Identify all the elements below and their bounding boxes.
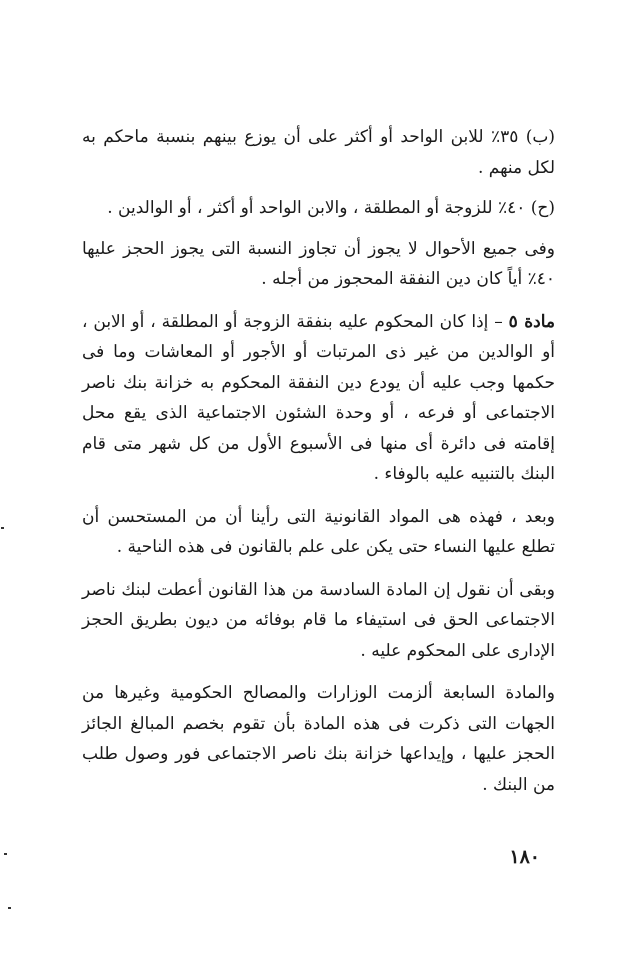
page-number: ١٨٠ <box>509 846 540 868</box>
scan-speck <box>8 907 11 909</box>
article-5-label: مادة ٥ <box>508 311 555 332</box>
paragraph-clause-b: (ب) ٣٥٪ للابن الواحد أو أكثر على أن يوزع بينهم بنسبة ماحكم به لكل منهم . <box>82 127 555 178</box>
paragraph-general-limit: وفى جميع الأحوال لا يجوز أن تجاوز النسبة التى يجوز الحجز عليها ٤٠٪ أياً كان دين النفقة المحجوز من أجله . <box>82 238 555 289</box>
scan-speck <box>4 853 7 855</box>
scan-speck <box>1 527 4 529</box>
paragraph-clause-h: (ح) ٤٠٪ للزوجة أو المطلقة ، والابن الواحد أو أكثر ، أو الوالدين . <box>107 198 555 218</box>
paragraph-conclusion: وبعد ، فهذه هى المواد القانونية التى رأينا أن من المستحسن أن تطلع عليها النساء حتى يكن على علم بالقانون فى هذه الناحية . <box>82 506 555 557</box>
paragraph-article-6: وبقى أن نقول إن المادة السادسة من هذا القانون أعطت لبنك ناصر الاجتماعى الحق فى استيفاء ما قام بوفائه من ديون بطريق الحجز الإدارى على المحكوم عليه . <box>82 579 555 661</box>
paragraph-article-5 <box>82 307 555 490</box>
paragraph-article-7: والمادة السابعة ألزمت الوزارات والمصالح الحكومية وغيرها من الجهات التى ذكرت فى هذه المادة بأن تقوم بخصم المبالغ الجائز الحجز عليها ، وإيداعها خزانة بنك ناصر الاجتماعى فور وصول طلب من البنك . <box>82 683 555 795</box>
article-5-text: – إذا كان المحكوم عليه بنفقة الزوجة أو المطلقة ، أو الابن ، أو الوالدين من غير ذى المرتبات أو الأجور أو المعاشات وما فى حكمها وجب عليه أن يودع دين النفقة المحكوم به خزانة بنك ناصر الاجتماعى أو فرعه ، أو وحدة الشئون الاجتماعية الذى يقع محل إقامته فى دائرة أى منها فى الأسبوع الأول من كل شهر متى قام البنك بالتنبيه عليه بالوفاء . <box>82 311 555 484</box>
page-body-text <box>82 122 555 812</box>
